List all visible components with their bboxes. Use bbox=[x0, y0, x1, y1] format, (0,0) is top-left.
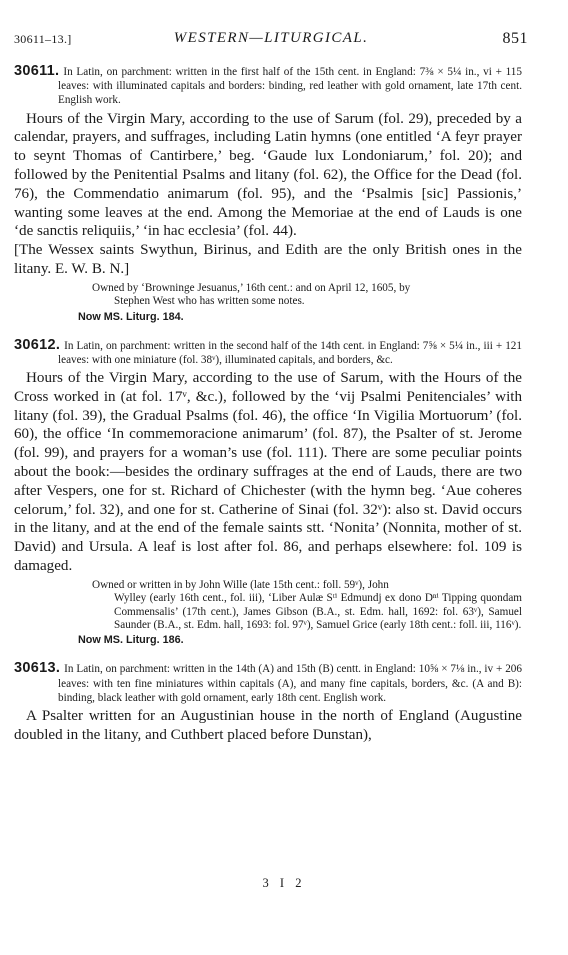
entry-shelfmark bbox=[78, 310, 522, 324]
entry-shelfmark bbox=[78, 633, 522, 647]
gathering-signature: 3 I 2 bbox=[262, 876, 306, 890]
catalogue-entry-30611 bbox=[14, 64, 522, 324]
entry-number: 30613. bbox=[14, 660, 61, 677]
provenance-continuation: Stephen West who has written some notes. bbox=[114, 295, 305, 308]
page-body bbox=[14, 64, 522, 745]
provenance-line: Owned by ‘Browninge Jesuanus,’ 16th cent.: and on April 12, 1605, by bbox=[92, 281, 411, 294]
entry-body: Hours of the Virgin Mary, according to the use of Sarum, with the Hours of the Cross worked in (at fol. 17ᵛ, &c.), followed by the ‘vij Psalmi Penitenciales’ with litany (fol. 39), the Gradual Psalms (fol. 46), the office ‘In Vigilia Mortuorum’ (fol. 60), the office ‘In commemoracione animarum’ (fol. 87), the Psalter of st. Jerome (fol. 99), and prayers for a woman’s use (fol. 111). There are some peculiar points about the book:—besides the ordinary suffrages at the end of Lauds, there are two after Vespers, one for st. Richard of Chichester (with the hymn beg. ‘Aue coheres celorum,’ fol. 32), and one for st. Catherine of Sinai (fol. 32ᵛ): also st. David occurs in the litany, and at the end of the female saints stt. ‘Nonita’ (Nonnita, mother of st. David) and Ursula. A leaf is lost after fol. 86, and perhaps elsewhere: fol. 109 is damaged. bbox=[14, 370, 522, 574]
entry-description bbox=[14, 64, 522, 108]
entry-physical-description: In Latin, on parchment: written in the second half of the 14th cent. in England: 7⅝ × 5¼ in., iii + 121 leaves: with one miniature (fol. 38ᵛ), illuminated capitals, and borders, &c. bbox=[58, 339, 522, 366]
entry-separator bbox=[14, 647, 522, 661]
entry-description bbox=[14, 661, 522, 705]
running-title: WESTERN—LITURGICAL. bbox=[173, 30, 369, 46]
entry-number: 30612. bbox=[14, 336, 61, 353]
shelfmark-text: Now MS. Liturg. 186. bbox=[78, 634, 184, 647]
catalogue-entry-30612 bbox=[14, 338, 522, 648]
entry-note: [The Wessex saints Swythun, Birinus, and Edith are the only British ones in the litany. E. W. B. N.] bbox=[14, 242, 522, 277]
shelfmark-text: Now MS. Liturg. 184. bbox=[78, 310, 184, 323]
entry-body: A Psalter written for an Augustinian house in the north of England (Augustine doubled in the litany, and Cuthbert placed before Dunstan), bbox=[14, 708, 522, 743]
entry-provenance bbox=[14, 579, 522, 633]
entry-body: Hours of the Virgin Mary, according to the use of Sarum (fol. 29), preceded by a calendar, prayers, and suffrages, including Latin hymns (one entitled ‘A feyr prayer to seynt Thomas of Cantirbere,’ beg. ‘Gaude lux Londoniarum,’ fol. 20); and followed by the Penitential Psalms and litany (fol. 62), the Office for the Dead (fol. 76), the Commendatio animarum (fol. 95), and the ‘Psalmis [sic] Passionis,’ wanting some leaves at the end. Among the Memoriae at the end of Lauds is one ‘de sanctis reliquiis,’ ‘in hac ecclesia’ (fol. 44). bbox=[14, 110, 522, 240]
running-header bbox=[14, 30, 528, 50]
entry-range: 30611–13.] bbox=[14, 32, 72, 46]
entry-description bbox=[14, 338, 522, 367]
provenance-continuation: Wylley (early 16th cent., fol. iii), ‘Liber Aulæ Sᵗⁱ Edmundj ex dono Dⁿⁱ Tipping quondam Commensalis’ (17th cent.), James Gibson (B.A., st. Edm. hall, 1692: fol. 63ᵛ), Samuel Saunder (B.A., st. Edm. hall, 1693: fol. 97ᵛ), Samuel Grice (early 18th cent.: foll. iii, 116ᵛ). bbox=[114, 592, 522, 631]
entry-physical-description: In Latin, on parchment: written in the first half of the 15th cent. in England: 7⅜ × 5¼ in., vi + 115 leaves: with illuminated capitals and borders: binding, red leather with gold ornament, late 17th cent. English work. bbox=[58, 66, 522, 107]
page-number: 851 bbox=[502, 30, 528, 47]
entry-physical-description: In Latin, on parchment: written in the 14th (A) and 15th (B) centt. in England: 10⅝ × 7⅛ in., iv + 206 leaves: with ten fine miniatures within capitals (A), and many fine capitals, borders, &c. (A and B): binding, black leather with gold ornament, early 18th cent. English work. bbox=[58, 663, 522, 704]
entry-separator bbox=[14, 324, 522, 338]
entry-provenance bbox=[14, 282, 522, 309]
catalogue-entry-30613 bbox=[14, 661, 522, 744]
entry-number: 30611. bbox=[14, 63, 60, 79]
provenance-line: Owned or written in by John Wille (late 15th cent.: foll. 59ᵛ), John bbox=[92, 578, 389, 591]
